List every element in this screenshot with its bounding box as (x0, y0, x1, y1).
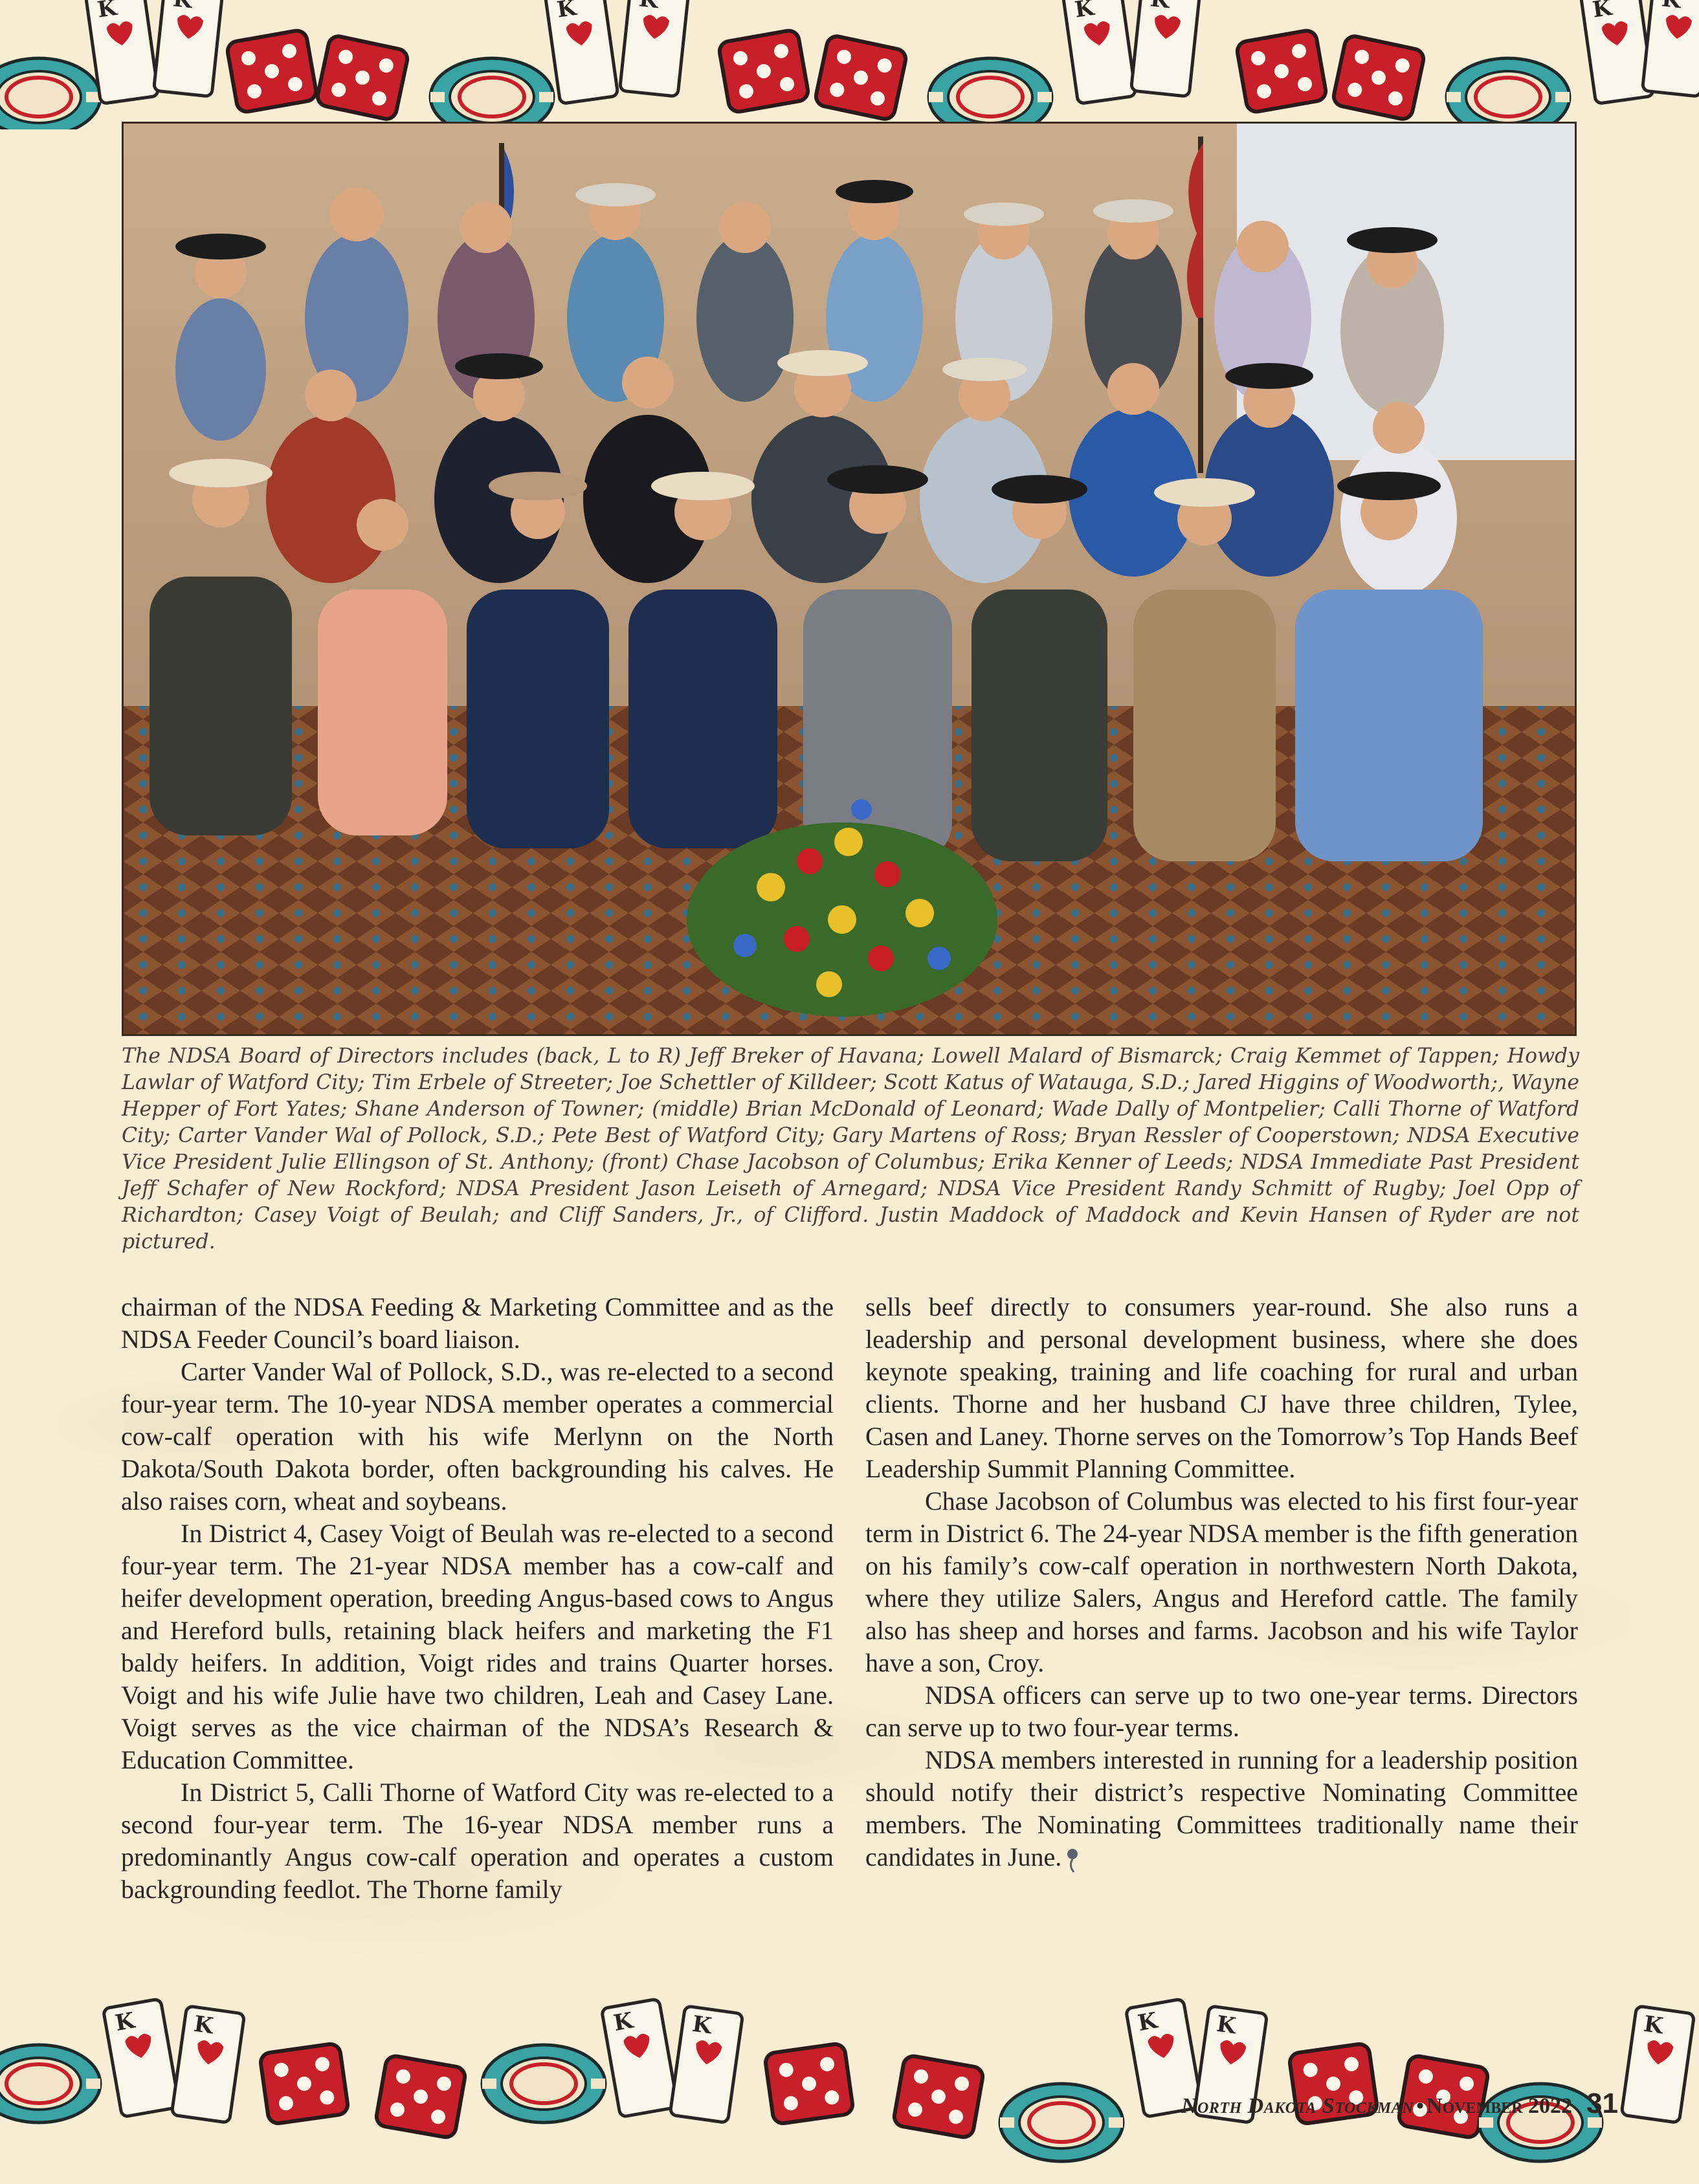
paragraph: chairman of the NDSA Feeding & Marketing Committee and as the NDSA Feeder Council’s board liaison. (121, 1292, 834, 1354)
paragraph: sells beef directly to consumers year-round. She also runs a leadership and personal development business, where she does keynote speaking, training and life coaching for rural and urban clients. Thorne and her husband CJ have three children, Tylee, Casen and Laney. Thorne serves on the Tomorrow’s Top Hands Beef Leadership Summit Planning Committee. (865, 1292, 1578, 1483)
publication-name: North Dakota Stockman (1181, 2094, 1414, 2118)
paragraph: Carter Vander Wal of Pollock, S.D., was re-elected to a second four-year term. The 10-year NDSA member operates a commercial cow-calf operation with his wife Merlynn on the North Dakota/South Dakota border, often backgrounding his calves. He also raises corn, wheat and soybeans. (121, 1357, 834, 1516)
end-of-story-icon (1065, 1848, 1080, 1873)
paragraph: NDSA officers can serve up to two one-year terms. Directors can serve up to two four-year terms. (865, 1681, 1578, 1742)
paragraph: Chase Jacobson of Columbus was elected to his first four-year term in District 6. The 24-year NDSA member is the fifth generation on his family’s cow-calf operation in northwestern North Dakota, where they utilize Salers, Angus and Hereford cattle. The family also has sheep and horses and farms. Jacobson and his wife Taylor have a son, Croy. (865, 1486, 1578, 1677)
board-group-photo (122, 122, 1577, 1036)
paragraph: In District 5, Calli Thorne of Watford City was re-elected to a second four-year term. The 16-year NDSA member runs a predominantly Angus cow-calf operation and operates a custom backgrounding feedlot. The Thorne family (121, 1778, 834, 1904)
paragraph: In District 4, Casey Voigt of Beulah was re-elected to a second four-year term. The 21-year NDSA member has a cow-calf and heifer development operation, breeding Angus-based cows to Angus and Hereford bulls, retaining black heifers and marketing the F1 baldy heifers. In addition, Voigt rides and trains Quarter horses. Voigt and his wife Julie have two children, Leah and Casey Lane. Voigt serves as the vice chairman of the NDSA’s Research & Education Committee. (121, 1519, 834, 1774)
page-footer (1068, 2088, 1618, 2124)
issue-date: November 2022 (1426, 2094, 1573, 2118)
decorative-border-bottom (0, 1974, 1699, 2184)
photo-caption: The NDSA Board of Directors includes (back, L to R) Jeff Breker of Havana; Lowell Malard of Bismarck; Craig Kemmet of Tappen; Howdy Lawlar of Watford City; Tim Erbele of Streeter; Joe Schettler of Killdeer; Scott Katus of Watauga, S.D.; Jared Higgins of Woodworth;, Wayne Hepper of Fort Yates; Shane Anderson of Towner; (middle) Brian McDonald of Leonard; Wade Dally of Montpelier; Calli Thorne of Watford City; Carter Vander Wal of Pollock, S.D.; Pete Best of Watford City; Gary Martens of Ross; Bryan Ressler of Cooperstown; NDSA Executive Vice President Julie Ellingson of St. Anthony; (front) Chase Jacobson of Columbus; Erika Kenner of Leeds; NDSA Immediate Past President Jeff Schafer of New Rockford; NDSA President Jason Leiseth of Arnegard; NDSA Vice President Randy Schmitt of Rugby; Joel Opp of Richardton; Casey Voigt of Beulah; and Cliff Sanders, Jr., of Clifford. Justin Maddock of Maddock and Kevin Hansen of Ryder are not pictured. (122, 1044, 1579, 1253)
group-photo-image (124, 124, 1575, 1034)
article-column-right (865, 1291, 1578, 1873)
footer-separator: • (1416, 2094, 1424, 2118)
cards-dice-chips-border-icon (0, 0, 1699, 129)
page-number: 31 (1586, 2088, 1618, 2119)
article-column-left (121, 1291, 834, 1906)
paragraph-text: NDSA members interested in running for a leadership position should notify their district’s respective Nominating Committee members. The Nominating Committees traditionally name their candidates in June. (865, 1745, 1578, 1871)
paragraph-last (865, 1744, 1578, 1873)
decorative-border-top (0, 0, 1699, 129)
cards-dice-chips-border-icon (0, 1974, 1699, 2184)
